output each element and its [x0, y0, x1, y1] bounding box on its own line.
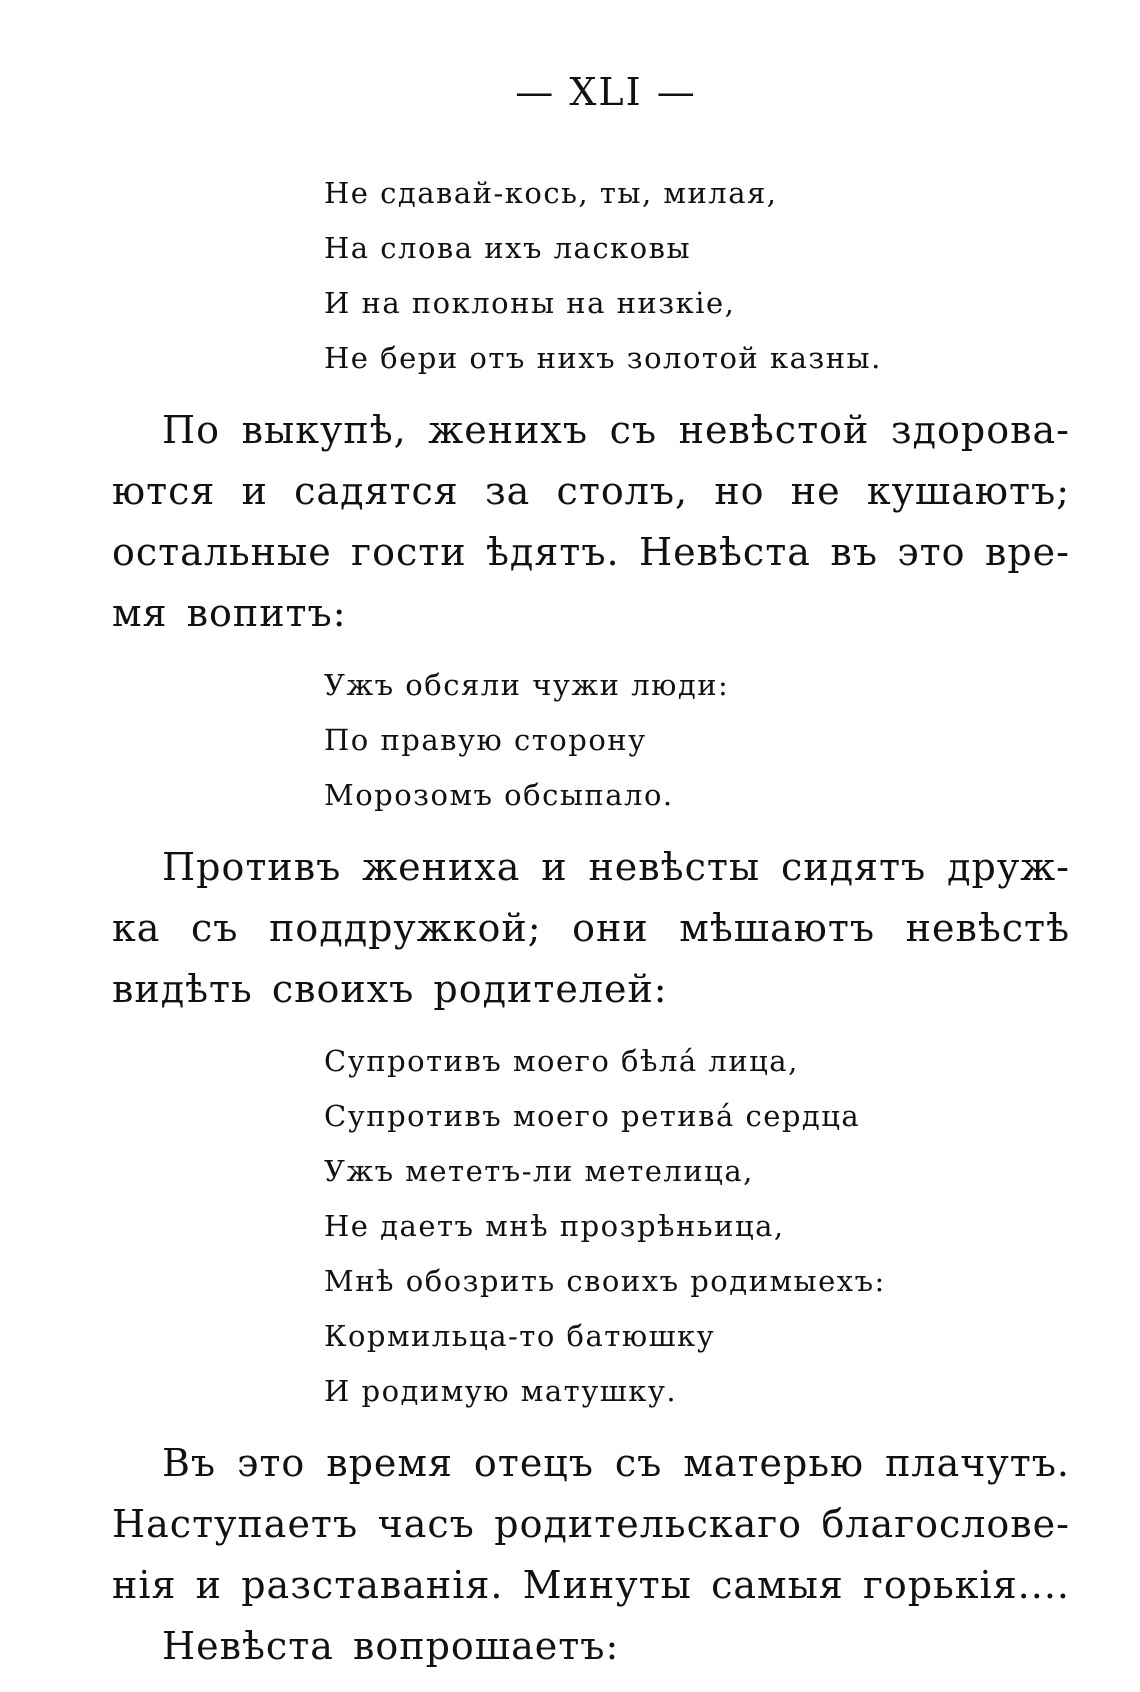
- prose-paragraph: [112, 400, 1070, 644]
- verse-line: Супротивъ моего ретива́ сердца: [324, 1099, 861, 1133]
- prose-line: Наступаетъ часъ родительскаго благослове-: [112, 1502, 1070, 1546]
- prose-line: Невѣста вопрошаетъ:: [162, 1624, 620, 1668]
- prose-line: остальные гости ѣдятъ. Невѣста въ это вре-: [112, 530, 1070, 574]
- verse-line: Не бери отъ нихъ золотой казны.: [324, 341, 882, 375]
- verse-line: Не даетъ мнѣ прозрѣньица,: [324, 1209, 785, 1243]
- verse-line: Кормильца-то батюшку: [324, 1319, 716, 1353]
- verse-line: Мнѣ обозрить своихъ родимыехъ:: [324, 1264, 886, 1298]
- verse-line: Не сдавай-кось, ты, милая,: [324, 176, 778, 210]
- verse-line: И на поклоны на низкіе,: [324, 286, 736, 320]
- prose-line: нія и разставанія. Минуты самыя горькія....: [112, 1563, 1070, 1607]
- prose-paragraph: [112, 837, 1070, 1020]
- prose-line: видѣть своихъ родителей:: [112, 967, 668, 1011]
- verse-line: На слова ихъ ласковы: [324, 231, 692, 265]
- verse-line: Ужъ обсяли чужи люди:: [324, 668, 730, 702]
- prose-line: ка съ поддружкой; они мѣшаютъ невѣстѣ: [112, 906, 1070, 950]
- verse-block: [112, 658, 1070, 823]
- prose-line: Противъ жениха и невѣсты сидятъ друж-: [162, 845, 1070, 889]
- verse-line: Ужъ мететъ-ли метелица,: [324, 1154, 754, 1188]
- verse-line: По правую сторону: [324, 723, 647, 757]
- verse-line: И родимую матушку.: [324, 1374, 678, 1408]
- verse-block: [112, 166, 1070, 386]
- prose-line: Въ это время отецъ съ матерью плачутъ.: [162, 1441, 1070, 1485]
- prose-paragraph: [112, 1433, 1070, 1677]
- verse-line: Супротивъ моего бѣла́ лица,: [324, 1044, 799, 1078]
- prose-line: По выкупѣ, женихъ съ невѣстой здорова-: [162, 408, 1070, 452]
- prose-line: мя вопитъ:: [112, 591, 347, 635]
- prose-line: ются и садятся за столъ, но не кушаютъ;: [112, 469, 1070, 513]
- page-number-header: — XLI —: [515, 70, 697, 114]
- verse-block: [112, 1034, 1070, 1419]
- verse-line: Морозомъ обсыпало.: [324, 778, 674, 812]
